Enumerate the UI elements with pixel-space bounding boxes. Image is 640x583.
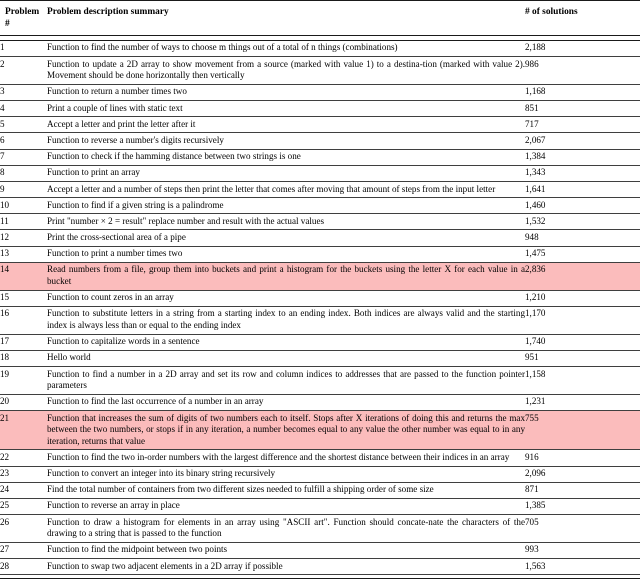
cell-solution-count: 1,460 bbox=[525, 198, 640, 214]
cell-problem-description: Function that increases the sum of digits of two numbers each to itself. Stops after X iterations of doing this and returns the max between the two numbers, or stops if in any iteration, a number becomes equal to any value the other number was equal to in any iteration, returns that value bbox=[47, 410, 525, 449]
cell-solution-count: 851 bbox=[525, 100, 640, 116]
table-row bbox=[0, 117, 640, 133]
cell-problem-number: 23 bbox=[0, 466, 47, 482]
cell-solution-count: 2,096 bbox=[525, 466, 640, 482]
table-row bbox=[0, 542, 640, 558]
header-row bbox=[0, 3, 640, 35]
cell-problem-description: Function to check if the hamming distance between two strings is one bbox=[47, 149, 525, 165]
column-header-problem-number-line2: # bbox=[5, 19, 10, 30]
cell-solution-count: 986 bbox=[525, 57, 640, 85]
cell-solution-count: 951 bbox=[525, 350, 640, 366]
cell-problem-description: Function to convert an integer into its binary string recursively bbox=[47, 466, 525, 482]
cell-problem-description: Print a couple of lines with static text bbox=[47, 100, 525, 116]
table-row bbox=[0, 498, 640, 514]
table-row bbox=[0, 133, 640, 149]
cell-solution-count: 1,532 bbox=[525, 214, 640, 230]
table-row bbox=[0, 350, 640, 366]
cell-problem-description: Function to draw a histogram for elements in an array using "ASCII art". Function should concate-nate the characters of the drawing to a string that is passed to the function bbox=[47, 515, 525, 543]
table-row bbox=[0, 394, 640, 410]
cell-problem-description: Function to find the midpoint between two points bbox=[47, 542, 525, 558]
cell-solution-count: 1,740 bbox=[525, 334, 640, 350]
cell-problem-description: Function to substitute letters in a string from a starting index to an ending index. Both indices are always valid and the starting index is always less than or equal to the ending index bbox=[47, 306, 525, 334]
table-row bbox=[0, 515, 640, 543]
cell-solution-count: 705 bbox=[525, 515, 640, 543]
cell-problem-description: Accept a letter and print the letter after it bbox=[47, 117, 525, 133]
cell-solution-count: 1,563 bbox=[525, 559, 640, 575]
cell-problem-description: Function to find a number in a 2D array and set its row and column indices to addresses that are passed to the function pointer parameters bbox=[47, 366, 525, 394]
cell-problem-description: Function to print a number times two bbox=[47, 246, 525, 262]
column-header-problem-number-line1: Problem bbox=[5, 7, 40, 17]
cell-problem-description: Function to find the two in-order numbers with the largest difference and the shortest distance between their indices in an array bbox=[47, 450, 525, 466]
cell-problem-number: 26 bbox=[0, 515, 47, 543]
cell-problem-number: 1 bbox=[0, 42, 5, 53]
cell-solution-count: 2,188 bbox=[525, 42, 546, 53]
table-row bbox=[0, 466, 640, 482]
table-row bbox=[0, 181, 640, 197]
cell-problem-number: 15 bbox=[0, 290, 47, 306]
table-row bbox=[0, 246, 640, 262]
cell-problem-number: 6 bbox=[0, 133, 47, 149]
cell-problem-description: Function to capitalize words in a sentence bbox=[47, 334, 525, 350]
table-bottom-rule bbox=[0, 575, 640, 579]
cell-problem-number: 17 bbox=[0, 334, 47, 350]
cell-solution-count: 2,836 bbox=[525, 262, 640, 290]
cell-problem-description: Print the cross-sectional area of a pipe bbox=[47, 230, 525, 246]
cell-solution-count: 871 bbox=[525, 482, 640, 498]
cell-problem-description: Hello world bbox=[47, 350, 525, 366]
table-row bbox=[0, 306, 640, 334]
cell-solution-count: 2,067 bbox=[525, 133, 640, 149]
cell-solution-count: 1,231 bbox=[525, 394, 640, 410]
cell-problem-description: Function to find if a given string is a palindrome bbox=[47, 198, 525, 214]
cell-problem-number: 16 bbox=[0, 306, 47, 334]
cell-problem-number: 19 bbox=[0, 366, 47, 394]
cell-problem-description: Accept a letter and a number of steps then print the letter that comes after moving that amount of steps from the input letter bbox=[47, 181, 525, 197]
cell-problem-description: Function to update a 2D array to show movement from a source (marked with value 1) to a destina-tion (marked with value 2). Movement should be done horizontally then vertically bbox=[47, 57, 525, 85]
cell-problem-description: Function to print an array bbox=[47, 165, 525, 181]
table-row bbox=[0, 366, 640, 394]
table-row bbox=[0, 450, 640, 466]
cell-solution-count: 916 bbox=[525, 450, 640, 466]
cell-solution-count: 1,343 bbox=[525, 165, 640, 181]
cell-solution-count: 1,158 bbox=[525, 366, 640, 394]
cell-problem-description: Function to swap two adjacent elements in a 2D array if possible bbox=[47, 559, 525, 575]
cell-problem-number: 14 bbox=[0, 262, 47, 290]
table-row bbox=[0, 230, 640, 246]
table-row bbox=[0, 84, 640, 100]
cell-problem-number: 25 bbox=[0, 498, 47, 514]
cell-problem-number: 21 bbox=[0, 410, 47, 449]
cell-problem-description: Find the total number of containers from two different sizes needed to fulfill a shipping order of some size bbox=[47, 482, 525, 498]
cell-problem-description: Function to reverse a number's digits recursively bbox=[47, 133, 525, 149]
cell-problem-description: Function to return a number times two bbox=[47, 84, 525, 100]
cell-problem-number: 20 bbox=[0, 394, 47, 410]
cell-solution-count: 948 bbox=[525, 230, 640, 246]
cell-problem-number: 28 bbox=[0, 559, 47, 575]
cell-problem-number: 3 bbox=[0, 84, 47, 100]
cell-problem-number: 8 bbox=[0, 165, 47, 181]
table-row bbox=[0, 559, 640, 575]
cell-problem-description: Print "number × 2 = result" replace number and result with the actual values bbox=[47, 214, 525, 230]
table-row bbox=[0, 410, 640, 449]
cell-solution-count: 1,210 bbox=[525, 290, 640, 306]
table-row bbox=[0, 149, 640, 165]
table-row bbox=[0, 57, 640, 85]
cell-problem-number: 13 bbox=[0, 246, 47, 262]
cell-solution-count: 1,384 bbox=[525, 149, 640, 165]
cell-problem-number: 5 bbox=[0, 117, 47, 133]
cell-problem-description: Function to find the last occurrence of a number in an array bbox=[47, 394, 525, 410]
table-row bbox=[0, 290, 640, 306]
cell-problem-description: Read numbers from a file, group them into buckets and print a histogram for the buckets using the letter X for each value in a bucket bbox=[47, 262, 525, 290]
table-body bbox=[0, 40, 640, 574]
cell-problem-number: 7 bbox=[0, 149, 47, 165]
cell-solution-count: 717 bbox=[525, 117, 640, 133]
table-row bbox=[0, 40, 640, 56]
table-row bbox=[0, 214, 640, 230]
table-footer bbox=[0, 575, 640, 579]
column-header-description: Problem description summary bbox=[47, 7, 169, 17]
cell-problem-number: 12 bbox=[0, 230, 47, 246]
cell-problem-description: Function to reverse an array in place bbox=[47, 498, 525, 514]
column-header-solutions: # of solutions bbox=[525, 7, 578, 17]
table-row bbox=[0, 165, 640, 181]
table-row bbox=[0, 482, 640, 498]
cell-problem-number: 10 bbox=[0, 198, 47, 214]
table-row bbox=[0, 262, 640, 290]
column-header-problem-number bbox=[0, 3, 47, 35]
cell-solution-count: 1,168 bbox=[525, 84, 640, 100]
cell-solution-count: 1,385 bbox=[525, 498, 640, 514]
table-header bbox=[0, 1, 640, 41]
cell-solution-count: 1,475 bbox=[525, 246, 640, 262]
table-row bbox=[0, 100, 640, 116]
cell-problem-number: 9 bbox=[0, 181, 47, 197]
cell-problem-number: 22 bbox=[0, 450, 47, 466]
cell-problem-description: Function to find the number of ways to choose m things out of a total of n things (combinations) bbox=[47, 42, 398, 53]
cell-problem-number: 11 bbox=[0, 214, 47, 230]
cell-problem-number: 2 bbox=[0, 57, 47, 85]
cell-problem-number: 4 bbox=[0, 100, 47, 116]
cell-problem-number: 18 bbox=[0, 350, 47, 366]
cell-solution-count: 1,170 bbox=[525, 306, 640, 334]
cell-problem-description: Function to count zeros in an array bbox=[47, 290, 525, 306]
cell-problem-number: 24 bbox=[0, 482, 47, 498]
cell-solution-count: 755 bbox=[525, 410, 640, 449]
table-row bbox=[0, 334, 640, 350]
cell-solution-count: 993 bbox=[525, 542, 640, 558]
cell-problem-number: 27 bbox=[0, 542, 47, 558]
table-row bbox=[0, 198, 640, 214]
cell-solution-count: 1,641 bbox=[525, 181, 640, 197]
